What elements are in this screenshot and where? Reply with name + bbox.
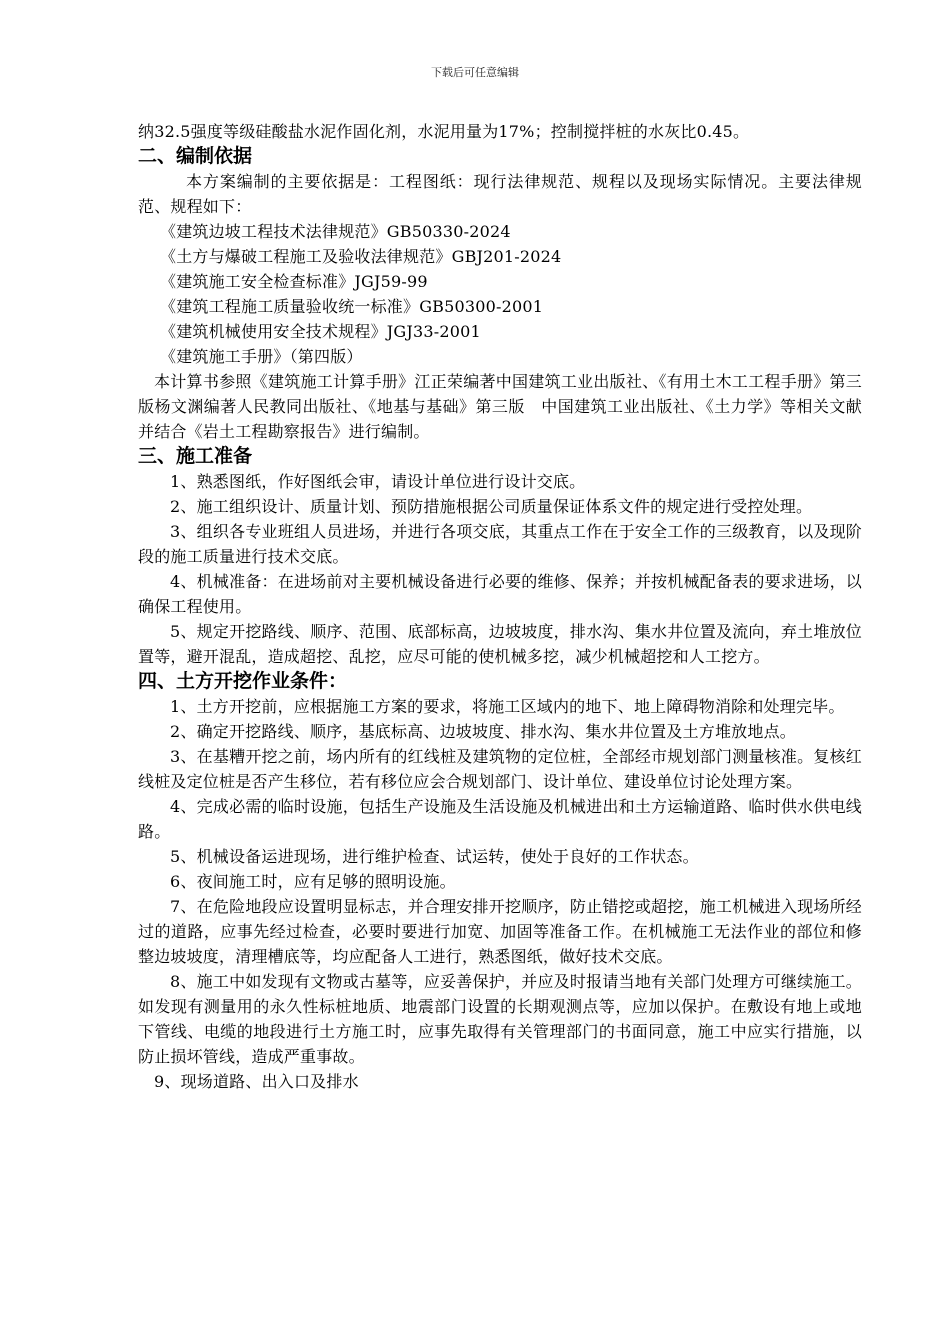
list-item: 2、确定开挖路线、顺序，基底标高、边坡坡度、排水沟、集水井位置及土方堆放地点。 — [170, 722, 796, 741]
list-item: 3、在基糟开挖之前，场内所有的红线桩及建筑物的定位桩，全部经市规划部门测量核准。复核红线桩及定位桩是否产生移位，若有移位应会合规划部门、设计单位、建设单位讨论处理方案。 — [138, 747, 862, 791]
list-item: 5、机械设备运进现场，进行维护检查、试运转，使处于良好的工作状态。 — [170, 847, 699, 866]
document-body — [138, 119, 862, 1094]
section-2-basis: 本方案编制的主要依据是：工程图纸：现行法律规范、规程以及现场实际情况。主要法律规范、规程如下： — [138, 172, 862, 216]
header-note: 下载后可任意编辑 — [431, 66, 519, 79]
reference-item: 《建筑工程施工质量验收统一标准》GB50300-2001 — [160, 297, 544, 316]
section-4-title: 四、土方开挖作业条件： — [138, 670, 348, 692]
intro-line: 纳32.5强度等级硅酸盐水泥作固化剂，水泥用量为17%；控制搅拌桩的水灰比0.45。 — [138, 122, 750, 141]
list-item: 4、完成必需的临时设施，包括生产设施及生活设施及机械进出和土方运输道路、临时供水供电线路。 — [138, 797, 862, 841]
list-item: 1、土方开挖前，应根据施工方案的要求，将施工区域内的地下、地上障碍物消除和处理完毕。 — [170, 697, 845, 716]
section-3-title: 三、施工准备 — [138, 445, 253, 467]
list-item: 6、夜间施工时，应有足够的照明设施。 — [170, 872, 456, 891]
calc-note: 本计算书参照《建筑施工计算手册》江正荣编著中国建筑工业出版社、《有用土木工工程手册》第三版杨文渊编著人民教同出版社、《地基与基础》第三版 中国建筑工业出版社、《土力学》等相关文献并结合《岩土工程勘察报告》进行编制。 — [138, 372, 862, 441]
list-item: 9、现场道路、出入口及排水 — [154, 1072, 359, 1091]
list-item: 7、在危险地段应设置明显标志，并合理安排开挖顺序，防止错挖或超挖，施工机械进入现场所经过的道路，应事先经过检查，必要时要进行加宽、加固等准备工作。在机械施工无法作业的部位和修整边坡坡度，清理槽底等，均应配备人工进行，熟悉图纸，做好技术交底。 — [138, 897, 862, 966]
reference-item: 《土方与爆破工程施工及验收法律规范》GBJ201-2024 — [160, 247, 562, 266]
list-item: 2、施工组织设计、质量计划、预防措施根据公司质量保证体系文件的规定进行受控处理。 — [170, 497, 813, 516]
reference-item: 《建筑施工手册》（第四版） — [160, 347, 363, 366]
section-2-title: 二、编制依据 — [138, 145, 253, 167]
list-item: 8、施工中如发现有文物或古墓等，应妥善保护，并应及时报请当地有关部门处理方可继续施工。如发现有测量用的永久性标桩地质、地震部门设置的长期观测点等，应加以保护。在敷设有地上或地下管线、电缆的地段进行土方施工时，应事先取得有关管理部门的书面同意，施工中应实行措施，以防止损坏管线，造成严重事故。 — [138, 972, 862, 1066]
list-item: 5、规定开挖路线、顺序、范围、底部标高，边坡坡度，排水沟、集水井位置及流向，弃土堆放位置等，避开混乱，造成超挖、乱挖，应尽可能的使机械多挖，减少机械超挖和人工挖方。 — [138, 622, 862, 666]
reference-item: 《建筑机械使用安全技术规程》JGJ33-2001 — [160, 322, 481, 341]
reference-item: 《建筑边坡工程技术法律规范》GB50330-2024 — [160, 222, 511, 241]
list-item: 1、熟悉图纸，作好图纸会审，请设计单位进行设计交底。 — [170, 472, 586, 491]
list-item: 3、组织各专业班组人员进场，并进行各项交底，其重点工作在于安全工作的三级教育，以及现阶段的施工质量进行技术交底。 — [138, 522, 862, 566]
reference-item: 《建筑施工安全检查标准》JGJ59-99 — [160, 272, 428, 291]
list-item: 4、机械准备：在进场前对主要机械设备进行必要的维修、保养；并按机械配备表的要求进场，以确保工程使用。 — [138, 572, 862, 616]
